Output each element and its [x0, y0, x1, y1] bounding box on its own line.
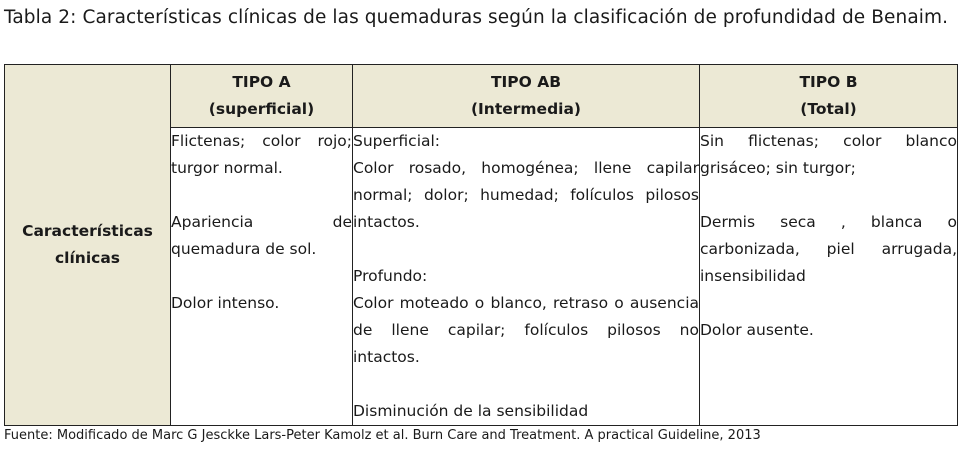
cell-text: Dolor ausente.: [700, 321, 814, 339]
cell-tipo-a: [171, 128, 353, 426]
column-header-title: TIPO A: [232, 73, 291, 91]
column-header-tipo-b: [700, 65, 958, 128]
header-row: [5, 65, 958, 128]
column-header-tipo-ab: [353, 65, 700, 128]
burn-classification-table: [4, 64, 958, 426]
source-note: Fuente: Modificado de Marc G Jesckke Lars-Peter Kamolz et al. Burn Care and Treatment. A practical Guideline, 2013: [4, 428, 761, 443]
column-header-subtitle: (Intermedia): [470, 100, 582, 118]
row-header-line1: Características: [22, 222, 153, 240]
cell-text: Dolor intenso.: [171, 294, 280, 312]
cell-tipo-b: [700, 128, 958, 426]
cell-text: Color moteado o blanco, retraso o ausencia de llene capilar; folículos pilosos no intactos.: [353, 294, 699, 366]
cell-tipo-ab: [353, 128, 700, 426]
table-caption: Tabla 2: Características clínicas de las quemaduras según la clasificación de profundidad de Benaim.: [4, 7, 949, 28]
column-header-subtitle: (superficial): [208, 100, 315, 118]
column-header-title: TIPO AB: [490, 73, 562, 91]
cell-text: Profundo:: [353, 267, 428, 285]
cell-text: Disminución de la sensibilidad: [353, 402, 589, 420]
row-header-line2: clínicas: [54, 249, 121, 267]
cell-text: Apariencia de quemadura de sol.: [171, 213, 352, 258]
column-header-subtitle: (Total): [800, 100, 857, 118]
cell-text: Color rosado, homogénea; llene capilar normal; dolor; humedad; folículos pilosos intactos.: [353, 159, 699, 231]
cell-text: Sin flictenas; color blanco grisáceo; sin turgor;: [700, 132, 957, 177]
cell-text: Dermis seca , blanca o carbonizada, piel arrugada, insensibilidad: [700, 213, 957, 285]
cell-text: Superficial:: [353, 132, 441, 150]
column-header-title: TIPO B: [799, 73, 858, 91]
cell-text: Flictenas; color rojo; turgor normal.: [171, 132, 352, 177]
row-header-caracteristicas: [5, 65, 171, 426]
column-header-tipo-a: [171, 65, 353, 128]
